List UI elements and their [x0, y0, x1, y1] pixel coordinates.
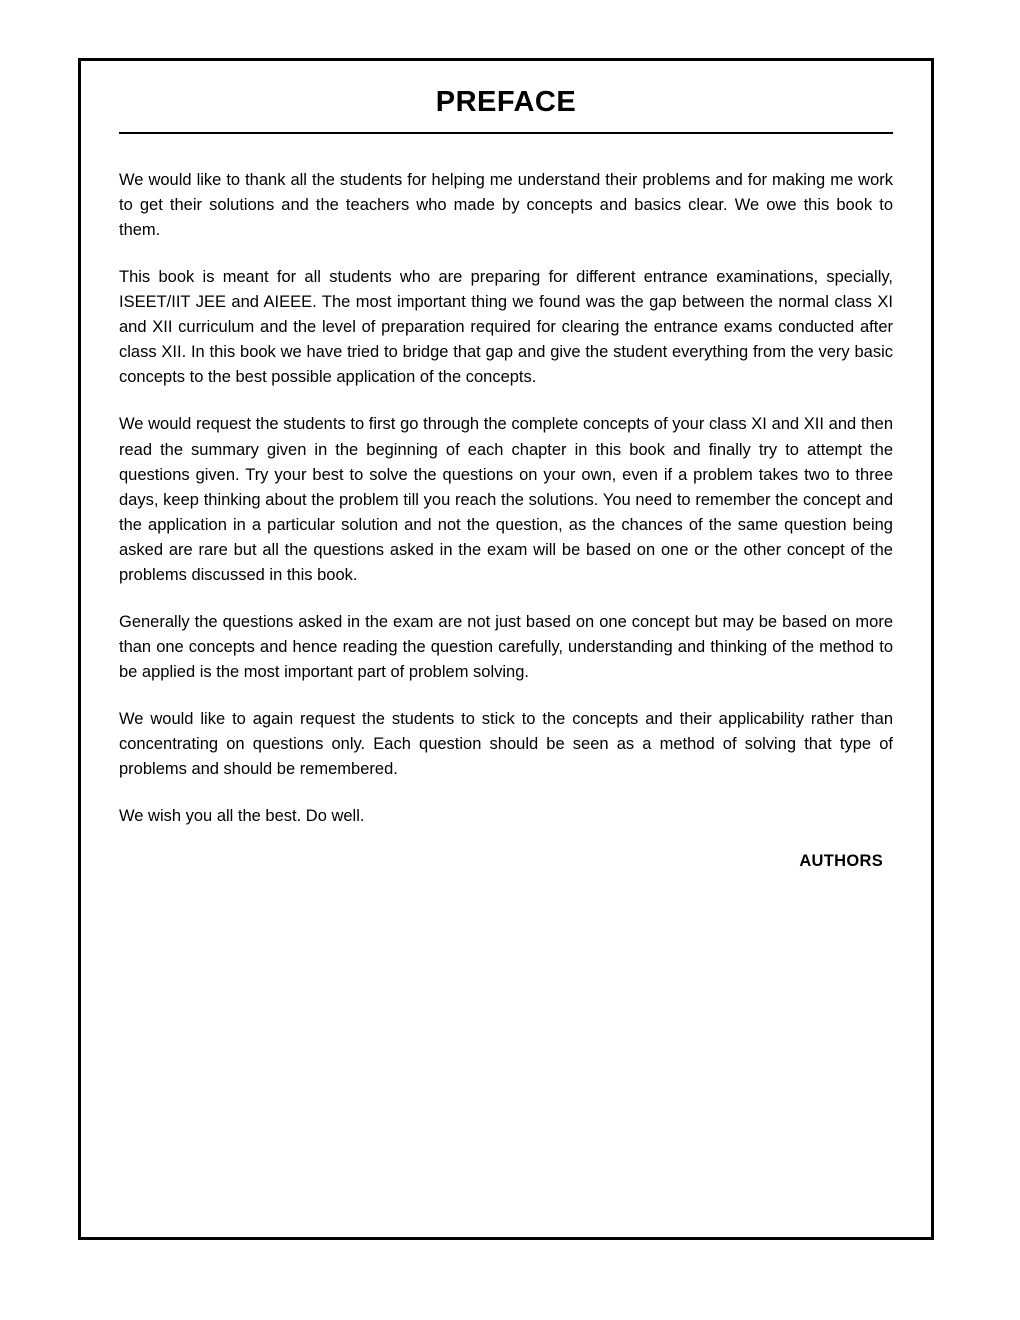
- paragraph: This book is meant for all students who are preparing for different entrance examinations, specially, ISEET/IIT JEE and AIEEE. The most important thing we found was the gap between the normal class XI and XII curriculum and the level of preparation required for clearing the entrance exams conducted after class XII. In this book we have tried to bridge that gap and give the student everything from the very basic concepts to the best possible application of the concepts.: [119, 268, 893, 387]
- paragraph: Generally the questions asked in the exam are not just based on one concept but may be based on more than one concepts and hence reading the question carefully, understanding and thinking of the method to be applied is the most important part of problem solving.: [119, 612, 893, 682]
- signature-authors: AUTHORS: [799, 851, 883, 870]
- document-page: [78, 58, 934, 1240]
- paragraph: We would like to again request the students to stick to the concepts and their applicability rather than concentrating on questions only. Each question should be seen as a method of solving that type of problems and should be remembered.: [119, 710, 893, 779]
- title-divider: [119, 132, 893, 134]
- closing-line: We wish you all the best. Do well.: [119, 807, 365, 826]
- paragraph: We would request the students to first go through the complete concepts of your class XI and XII and then read the summary given in the beginning of each chapter in this book and finally try to attempt the questions given. Try your best to solve the questions on your own, even if a problem takes two to three days, keep thinking about the problem till you reach the solutions. You need to remember the concept and the application in a particular solution and not the question, as the chances of the same question being asked are rare but all the questions asked in the exam will be based on one or the other concept of the problems discussed in this book.: [119, 415, 893, 584]
- page-content: [81, 61, 931, 871]
- paragraph: We would like to thank all the students for helping me understand their problems and for making me work to get their solutions and the teachers who made by concepts and basics clear. We owe this book to them.: [119, 170, 893, 239]
- page-title: PREFACE: [435, 86, 577, 118]
- preface-body: [119, 168, 893, 871]
